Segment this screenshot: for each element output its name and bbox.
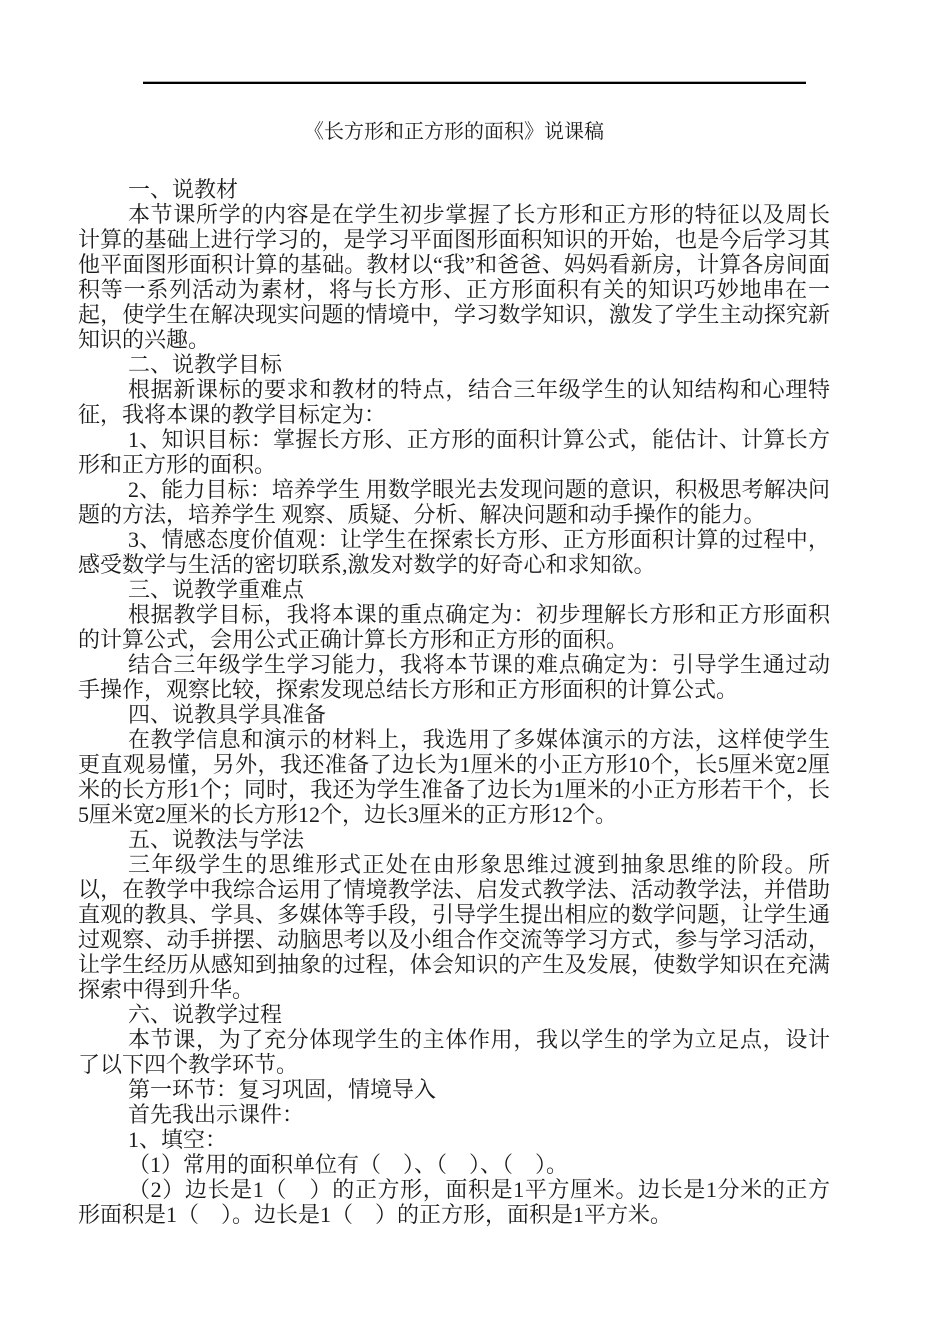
section-heading: 一、说教材 [128, 177, 239, 202]
document-title: 《长方形和正方形的面积》说课稿 [304, 121, 604, 143]
section-heading: 五、说教法与学法 [128, 827, 305, 852]
paragraph: 三年级学生的思维形式正处在由形象思维过渡到抽象思维的阶段。所以，在教学中我综合运用了情境教学法、启发式教学法、活动教学法，并借助直观的教具、学具、多媒体等手段，引导学生提出相应的数学问题，让学生通过观察、动手拼摆、动脑思考以及小组合作交流等学习方式，参与学习活动，让学生经历从感知到抽象的过程，体会知识的产生及发展，使数学知识在充满探索中得到升华。 [78, 852, 830, 1002]
paragraph: （2）边长是1（ ）的正方形，面积是1平方厘米。边长是1分米的正方形面积是1（ ）。边长是1（ ）的正方形，面积是1平方米。 [78, 1177, 830, 1227]
section-heading: 三、说教学重难点 [128, 577, 305, 602]
paragraph: 首先我出示课件： [128, 1102, 305, 1127]
paragraph: 1、填空： [128, 1127, 228, 1152]
paragraph: 第一环节：复习巩固，情境导入 [128, 1077, 437, 1102]
paragraph: 3、情感态度价值观：让学生在探索长方形、正方形面积计算的过程中，感受数学与生活的密切联系,激发对数学的好奇心和求知欲。 [78, 527, 830, 577]
section-heading: 四、说教具学具准备 [128, 702, 327, 727]
paragraph: 本节课所学的内容是在学生初步掌握了长方形和正方形的特征以及周长计算的基础上进行学习的，是学习平面图形面积知识的开始，也是今后学习其他平面图形面积计算的基础。教材以“我”和爸爸、妈妈看新房，计算各房间面积等一系列活动为素材，将与长方形、正方形面积有关的知识巧妙地串在一起，使学生在解决现实问题的情境中，学习数学知识，激发了学生主动探究新知识的兴趣。 [78, 202, 830, 352]
paragraph: 根据新课标的要求和教材的特点，结合三年级学生的认知结构和心理特征，我将本课的教学目标定为： [78, 377, 830, 427]
page-header-rule [143, 81, 806, 84]
paragraph: 结合三年级学生学习能力，我将本节课的难点确定为：引导学生通过动手操作，观察比较，探索发现总结长方形和正方形面积的计算公式。 [78, 652, 830, 702]
paragraph: 1、知识目标：掌握长方形、正方形的面积计算公式，能估计、计算长方形和正方形的面积。 [78, 427, 830, 477]
paragraph: （1）常用的面积单位有（ ）、（ ）、（ ）。 [128, 1152, 569, 1177]
paragraph: 在教学信息和演示的材料上，我选用了多媒体演示的方法，这样使学生更直观易懂，另外，我还准备了边长为1厘米的小正方形10个，长5厘米宽2厘米的长方形1个；同时，我还为学生准备了边长为1厘米的小正方形若干个，长5厘米宽2厘米的长方形12个，边长3厘米的正方形12个。 [78, 727, 830, 827]
paragraph: 根据教学目标，我将本课的重点确定为：初步理解长方形和正方形面积的计算公式，会用公式正确计算长方形和正方形的面积。 [78, 602, 830, 652]
document-body [78, 177, 830, 1227]
section-heading: 二、说教学目标 [128, 352, 283, 377]
paragraph: 本节课，为了充分体现学生的主体作用，我以学生的学为立足点，设计了以下四个教学环节。 [78, 1027, 830, 1077]
paragraph: 2、能力目标：培养学生 用数学眼光去发现问题的意识，积极思考解决问题的方法，培养学生 观察、质疑、分析、解决问题和动手操作的能力。 [78, 477, 830, 527]
section-heading: 六、说教学过程 [128, 1002, 283, 1027]
